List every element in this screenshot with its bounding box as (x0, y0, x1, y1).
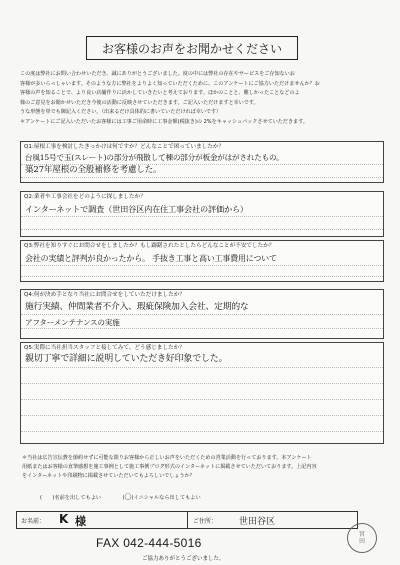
question-5-label: Q5:実際に当社担当スタッフと接してみて、どう感じましたか？ (24, 345, 185, 351)
address-label: ご住所： (193, 518, 218, 525)
name-address-box (16, 511, 358, 529)
name-address-divider (187, 512, 188, 528)
question-5-box (20, 342, 384, 444)
intro-line: 客様が多いらっしゃいます。そのような方に弊社をよりよく知っていただくために、このアンケートにご協力いただけませんか？お (20, 80, 320, 87)
hanko-stamp (347, 523, 377, 553)
intro-line: 様のご意見をお聞かせいただき今後の活動に反映させていただきます。ご記入いただけますと幸いです。 (20, 99, 259, 106)
question-2-box (20, 191, 384, 237)
survey-title (86, 36, 298, 60)
question-2-answer-line: インターネットで調査（世田谷区内在住工事会社の評価から） (25, 204, 248, 214)
name-value[interactable]: K (59, 512, 69, 526)
question-3-label: Q3:弊社を知りすぐにお問合せをしましたか？もし躊躇されたとしたらどんなことが不安でしたか？ (24, 243, 275, 249)
name-label: お名前： (21, 518, 46, 525)
consent-options (40, 492, 201, 502)
stamp-char: 田 (358, 538, 365, 545)
consent-option-initials[interactable]: (〇)イニシャルなら出してもよい (122, 493, 201, 501)
notice-line: 用紙またはお客様の直筆感想を施工事例として施工事例ブログ形式のインターネットに掲載させていただいております。上記内容 (22, 464, 317, 470)
address-value[interactable]: 世田谷区 (239, 517, 276, 527)
question-4-answer-line: 施行実績、仲間業者不介入、瑕疵保険加入会社、定期的な (25, 302, 249, 312)
question-4-answer-line: アフターメンテナンスの実施 (25, 318, 120, 327)
intro-line: 客様の声を知ることで、より良い店舗作りに活かしていきたいと考えております。ほかのことと、難しかったことなどのよ (20, 90, 300, 97)
question-1-label: Q1:屋根工事を検討したきっかけは何ですか？どんなことで困っていましたか？ (24, 144, 225, 150)
survey-title-text: お客様のお声をお聞かせください (101, 41, 282, 56)
consent-option-initials-label: イニシャルなら出してもよい (133, 495, 201, 501)
intro-paragraph (20, 70, 382, 128)
question-3-answer-line: 会社の実績と評判が良かったから。 手抜き工事と高い工事費用について (25, 254, 277, 263)
question-1-answer-line: 台風15号で玉(スレート)の部分が飛散して棟の部分が板金がはがされたもの。 (25, 153, 284, 162)
consent-selected-mark: 〇 (124, 493, 132, 501)
consent-option-full-name[interactable]: ( )名前を出してもよい (40, 495, 102, 501)
question-4-label: Q4:何が決め手となり当社にお問合せをしていただけましたか？ (24, 292, 185, 298)
question-2-label: Q2:業者や工事会社をどのように探しましたか？ (24, 194, 146, 200)
intro-line: うな形態を単でも御記入ください。（出来るだけ具体的に書いていただければ幸いです） (20, 109, 222, 116)
name-suffix: 様 (75, 515, 86, 528)
question-5-answer-line: 親切丁寧で詳細に説明していただき好印象でした。 (25, 354, 228, 364)
question-1-box (20, 141, 384, 183)
question-4-box (20, 289, 384, 339)
question-3-box (20, 240, 384, 282)
fax-number: FAX 042-444-5016 (96, 536, 202, 550)
intro-line: この度は弊社にお問い合わせいただき、誠にありがとうございました。度の中には弊社の存在やサービスをご存知ないお (20, 71, 295, 77)
intro-line: ＊アンケートにご記入いただいたお客様には工事ご用命時に工事金額(税抜き)の 2%をキャッシュバックさせていただきます。 (20, 118, 308, 125)
notice-line: ＊当社は広告宣伝費を節約せずに可能な限りお客様から正しいお声をいただくための営業活動を行っております。本アンケート (22, 455, 312, 461)
notice-line: をインターネットや印刷物に掲載させていただいてもよろしいでしょうか？ (22, 473, 195, 479)
question-1-answer-line: 築27年屋根の全般補修を考慮した。 (25, 165, 162, 175)
thanks-text: ご協力ありがとうございました。 (142, 556, 225, 562)
publication-consent-notice (22, 454, 382, 481)
stamp-char: 宮 (358, 531, 365, 538)
